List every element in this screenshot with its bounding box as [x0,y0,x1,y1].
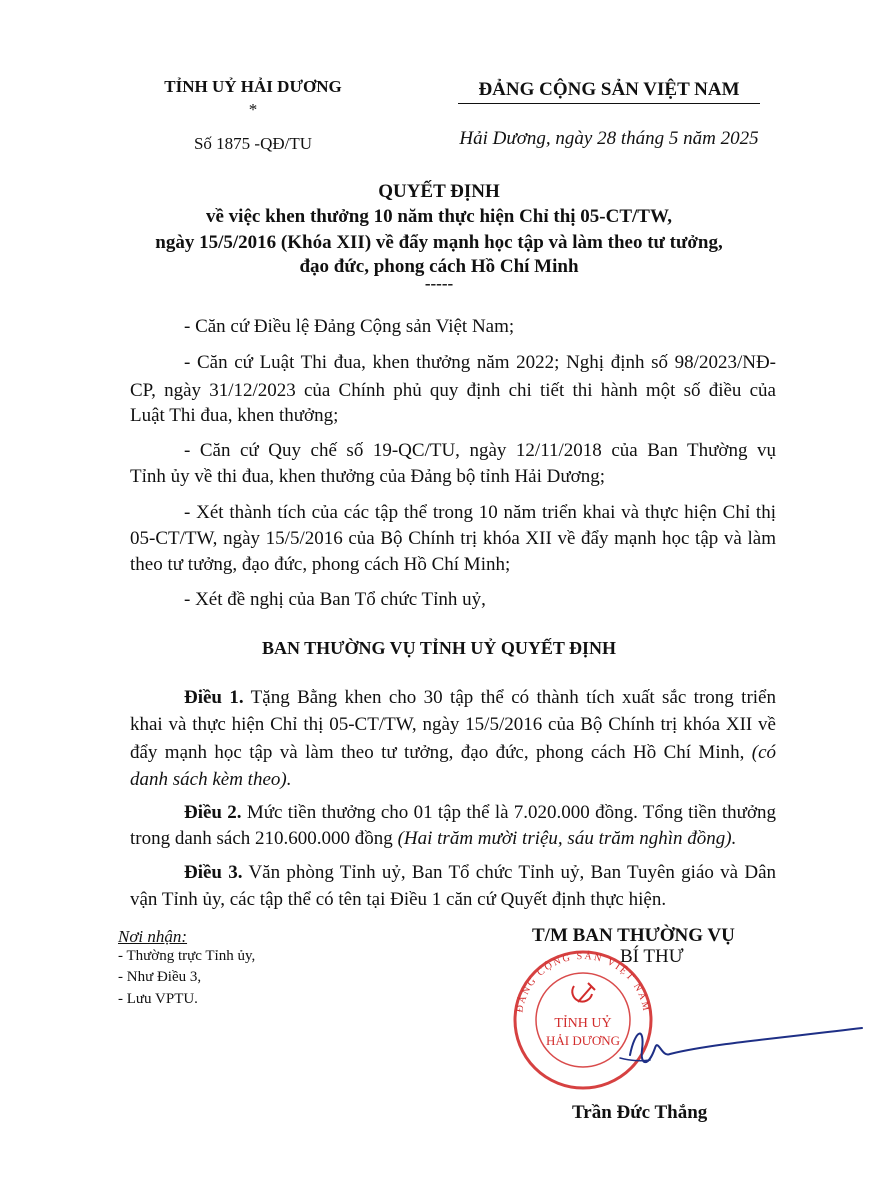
preamble-line: Luật Thi đua, khen thưởng; [130,405,339,426]
preamble-line: - Xét thành tích của các tập thể trong 10 năm triển khai và thực hiện Chỉ thị [184,502,776,523]
article-1-line-4: danh sách kèm theo). [130,769,292,790]
signature-on-behalf: T/M BAN THƯỜNG VỤ [532,925,735,946]
title-line: đạo đức, phong cách Hồ Chí Minh [299,256,579,277]
title-separator: ----- [424,274,454,293]
article-3-line-2: vận Tỉnh ủy, các tập thể có tên tại Điều 1 căn cứ Quyết định thực hiện. [130,889,667,910]
signer-name: Trần Đức Thắng [572,1102,708,1123]
seal-center-line-1: TỈNH UỶ [554,1016,612,1031]
article-1-line-2: khai và thực hiện Chỉ thị 05-CT/TW, ngày 15/5/2016 của Bộ Chính trị khóa XII về [130,714,776,735]
seal-center-line-2: HẢI DƯƠNG [546,1033,620,1048]
article-2-label: Điều 2. [184,802,242,823]
preamble-line: - Căn cứ Điều lệ Đảng Cộng sản Việt Nam; [184,316,515,337]
article-1-label: Điều 1. [184,687,244,708]
preamble-line: - Xét đề nghị của Ban Tổ chức Tỉnh uỷ, [184,589,486,610]
hammer-sickle-icon [572,983,595,1002]
handwritten-signature [600,1010,870,1080]
preamble-line: - Căn cứ Luật Thi đua, khen thưởng năm 2022; Nghị định số 98/2023/NĐ- [184,352,776,373]
article-2-line-1 [184,802,776,824]
recipient-item: - Thường trực Tỉnh ủy, [118,948,256,964]
article-1-text: Tặng Bằng khen cho 30 tập thể có thành tích xuất sắc trong triển [250,687,776,708]
document-number: Số 1875 -QĐ/TU [193,134,313,153]
seal-ring-textpath: ĐẢNG CỘNG SẢN VIỆT NAM [514,950,652,1014]
article-3-text: Văn phòng Tỉnh uỷ, Ban Tổ chức Tỉnh uỷ, Ban Tuyên giáo và Dân [248,862,776,883]
star-mark: * [248,100,258,119]
article-1-line-1 [184,687,776,709]
party-name-heading: ĐẢNG CỘNG SẢN VIỆT NAM [478,79,740,100]
article-3-label: Điều 3. [184,862,243,883]
seal-ring-text [514,950,651,1014]
preamble-line: theo tư tưởng, đạo đức, phong cách Hồ Chí Minh; [130,554,511,575]
date-line: Hải Dương, ngày 28 tháng 5 năm 2025 [459,128,759,149]
article-1-line-3 [130,742,776,764]
party-name-underline [458,103,760,104]
recipients-title: Nơi nhận: [118,927,188,946]
issuing-organization: TỈNH UỶ HẢI DƯƠNG [164,77,342,96]
preamble-line: CP, ngày 31/12/2023 của Chính phủ quy định chi tiết thi hành một số điều của [130,380,776,401]
article-2-amount-in-words: (Hai trăm mười triệu, sáu trăm nghìn đồng). [397,828,737,849]
recipient-item: - Như Điều 3, [118,969,202,985]
article-2-line-2 [130,828,736,850]
decision-heading: BAN THƯỜNG VỤ TỈNH UỶ QUYẾT ĐỊNH [261,638,617,658]
article-1-note: (có [751,742,777,763]
recipient-item: - Lưu VPTU. [118,991,198,1007]
decision-title: QUYẾT ĐỊNH [378,181,500,202]
article-1-text: đẩy mạnh học tập và làm theo tư tưởng, đạo đức, phong cách Hồ Chí Minh, [130,742,745,763]
title-line: về việc khen thưởng 10 năm thực hiện Chỉ thị 05-CT/TW, [206,206,672,227]
preamble-line: 05-CT/TW, ngày 15/5/2016 của Bộ Chính trị khóa XII về đẩy mạnh học tập và làm [130,528,776,549]
signature-position: BÍ THƯ [620,946,684,967]
title-line: ngày 15/5/2016 (Khóa XII) về đẩy mạnh học tập và làm theo tư tưởng, [155,232,723,253]
article-2-text: trong danh sách 210.600.000 đồng [130,828,393,849]
article-3-line-1 [184,862,776,884]
preamble-line: - Căn cứ Quy chế số 19-QC/TU, ngày 12/11/2018 của Ban Thường vụ [184,440,776,461]
article-2-text: Mức tiền thưởng cho 01 tập thể là 7.020.000 đồng. Tổng tiền thưởng [246,802,777,823]
preamble-line: Tỉnh ủy về thi đua, khen thưởng của Đảng bộ tỉnh Hải Dương; [130,466,605,487]
